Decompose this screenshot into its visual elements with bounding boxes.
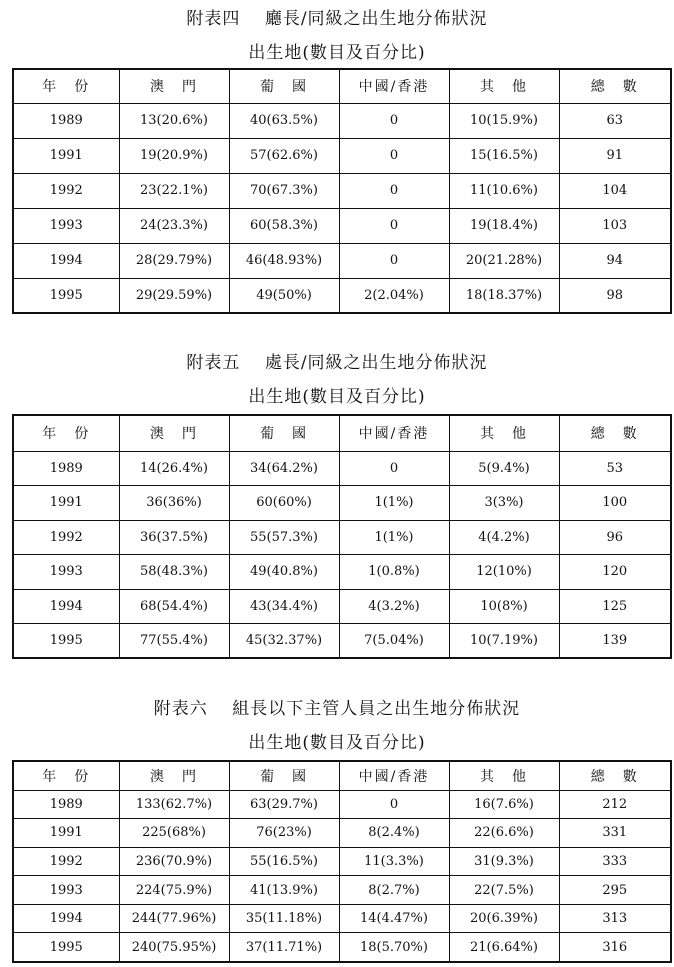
table-cell: 58(48.3%) bbox=[119, 555, 229, 590]
table-cell: 4(4.2%) bbox=[449, 520, 559, 555]
table-cell: 11(10.6%) bbox=[449, 173, 559, 208]
table-cell: 8(2.4%) bbox=[339, 819, 449, 848]
table-cell: 45(32.37%) bbox=[229, 624, 339, 659]
table-cell: 1995 bbox=[13, 278, 119, 313]
table-row bbox=[13, 278, 671, 313]
column-header: 葡 國 bbox=[229, 761, 339, 790]
table-row bbox=[13, 486, 671, 521]
table-cell: 1993 bbox=[13, 208, 119, 243]
table-cell: 1(0.8%) bbox=[339, 555, 449, 590]
table-cell: 0 bbox=[339, 138, 449, 173]
table-cell: 12(10%) bbox=[449, 555, 559, 590]
table-cell: 7(5.04%) bbox=[339, 624, 449, 659]
column-header: 中國/香港 bbox=[339, 415, 449, 451]
header-row bbox=[13, 761, 671, 790]
table-cell: 22(6.6%) bbox=[449, 819, 559, 848]
table-cell: 55(57.3%) bbox=[229, 520, 339, 555]
table-row bbox=[13, 173, 671, 208]
table-cell: 1989 bbox=[13, 790, 119, 819]
column-header: 葡 國 bbox=[229, 69, 339, 103]
table-cell: 331 bbox=[559, 819, 671, 848]
column-header: 中國/香港 bbox=[339, 69, 449, 103]
table-cell: 20(21.28%) bbox=[449, 243, 559, 278]
column-header: 葡 國 bbox=[229, 415, 339, 451]
table-cell: 1995 bbox=[13, 933, 119, 962]
table-cell: 19(18.4%) bbox=[449, 208, 559, 243]
table-cell: 20(6.39%) bbox=[449, 904, 559, 933]
table-cell: 1991 bbox=[13, 819, 119, 848]
table-cell: 14(4.47%) bbox=[339, 904, 449, 933]
table-cell: 240(75.95%) bbox=[119, 933, 229, 962]
table-cell: 1995 bbox=[13, 624, 119, 659]
table-cell: 1991 bbox=[13, 138, 119, 173]
table-cell: 313 bbox=[559, 904, 671, 933]
table-cell: 77(55.4%) bbox=[119, 624, 229, 659]
table-title: 附表五 處長/同級之出生地分佈狀況 bbox=[186, 353, 488, 373]
table-row bbox=[13, 933, 671, 962]
column-header: 澳 門 bbox=[119, 761, 229, 790]
table-cell: 40(63.5%) bbox=[229, 103, 339, 138]
table-cell: 4(3.2%) bbox=[339, 589, 449, 624]
table-cell: 63(29.7%) bbox=[229, 790, 339, 819]
table-cell: 139 bbox=[559, 624, 671, 659]
table-cell: 103 bbox=[559, 208, 671, 243]
table-cell: 23(22.1%) bbox=[119, 173, 229, 208]
table-cell: 0 bbox=[339, 243, 449, 278]
column-header: 總 數 bbox=[559, 69, 671, 103]
table-cell: 36(36%) bbox=[119, 486, 229, 521]
table-cell: 10(7.19%) bbox=[449, 624, 559, 659]
table-row bbox=[13, 520, 671, 555]
table-cell: 36(37.5%) bbox=[119, 520, 229, 555]
table-cell: 14(26.4%) bbox=[119, 451, 229, 486]
table-cell: 55(16.5%) bbox=[229, 847, 339, 876]
table-cell: 76(23%) bbox=[229, 819, 339, 848]
table-title: 附表四 廳長/同級之出生地分佈狀況 bbox=[186, 9, 488, 29]
table-cell: 21(6.64%) bbox=[449, 933, 559, 962]
table-subtitle: 出生地(數目及百分比) bbox=[248, 387, 426, 407]
data-table bbox=[12, 68, 672, 314]
table-cell: 125 bbox=[559, 589, 671, 624]
table-cell: 63 bbox=[559, 103, 671, 138]
table-cell: 41(13.9%) bbox=[229, 876, 339, 905]
table-cell: 1994 bbox=[13, 589, 119, 624]
table-cell: 1992 bbox=[13, 847, 119, 876]
table-row bbox=[13, 208, 671, 243]
table-cell: 212 bbox=[559, 790, 671, 819]
table-cell: 1994 bbox=[13, 243, 119, 278]
table-cell: 16(7.6%) bbox=[449, 790, 559, 819]
table-subtitle: 出生地(數目及百分比) bbox=[248, 43, 426, 63]
column-header: 中國/香港 bbox=[339, 761, 449, 790]
table-cell: 244(77.96%) bbox=[119, 904, 229, 933]
table-cell: 1992 bbox=[13, 520, 119, 555]
table-row bbox=[13, 555, 671, 590]
table-cell: 0 bbox=[339, 103, 449, 138]
column-header: 其 他 bbox=[449, 69, 559, 103]
column-header: 總 數 bbox=[559, 415, 671, 451]
table-row bbox=[13, 451, 671, 486]
table-row bbox=[13, 819, 671, 848]
column-header: 年 份 bbox=[13, 415, 119, 451]
table-cell: 96 bbox=[559, 520, 671, 555]
table-cell: 1989 bbox=[13, 451, 119, 486]
data-table bbox=[12, 414, 672, 659]
column-header: 總 數 bbox=[559, 761, 671, 790]
column-header: 其 他 bbox=[449, 415, 559, 451]
table-cell: 70(67.3%) bbox=[229, 173, 339, 208]
table-cell: 24(23.3%) bbox=[119, 208, 229, 243]
table-row bbox=[13, 624, 671, 659]
table-cell: 19(20.9%) bbox=[119, 138, 229, 173]
table-cell: 18(5.70%) bbox=[339, 933, 449, 962]
table-row bbox=[13, 876, 671, 905]
column-header: 年 份 bbox=[13, 69, 119, 103]
table-cell: 120 bbox=[559, 555, 671, 590]
table-cell: 1992 bbox=[13, 173, 119, 208]
table-cell: 225(68%) bbox=[119, 819, 229, 848]
table-row bbox=[13, 790, 671, 819]
table-row bbox=[13, 138, 671, 173]
table-cell: 1(1%) bbox=[339, 486, 449, 521]
header-row bbox=[13, 415, 671, 451]
table-cell: 1(1%) bbox=[339, 520, 449, 555]
table-row bbox=[13, 103, 671, 138]
table-cell: 35(11.18%) bbox=[229, 904, 339, 933]
table-cell: 46(48.93%) bbox=[229, 243, 339, 278]
table-cell: 1991 bbox=[13, 486, 119, 521]
header-row bbox=[13, 69, 671, 103]
table-cell: 68(54.4%) bbox=[119, 589, 229, 624]
table-cell: 49(50%) bbox=[229, 278, 339, 313]
table-cell: 10(15.9%) bbox=[449, 103, 559, 138]
table-cell: 57(62.6%) bbox=[229, 138, 339, 173]
table-cell: 100 bbox=[559, 486, 671, 521]
table-cell: 98 bbox=[559, 278, 671, 313]
table-cell: 0 bbox=[339, 208, 449, 243]
table-cell: 10(8%) bbox=[449, 589, 559, 624]
column-header: 澳 門 bbox=[119, 69, 229, 103]
table-cell: 34(64.2%) bbox=[229, 451, 339, 486]
table-cell: 2(2.04%) bbox=[339, 278, 449, 313]
table-row bbox=[13, 904, 671, 933]
table-cell: 29(29.59%) bbox=[119, 278, 229, 313]
column-header: 其 他 bbox=[449, 761, 559, 790]
table-cell: 11(3.3%) bbox=[339, 847, 449, 876]
table-cell: 0 bbox=[339, 790, 449, 819]
table-cell: 43(34.4%) bbox=[229, 589, 339, 624]
table-cell: 333 bbox=[559, 847, 671, 876]
table-cell: 18(18.37%) bbox=[449, 278, 559, 313]
table-cell: 60(58.3%) bbox=[229, 208, 339, 243]
table-cell: 94 bbox=[559, 243, 671, 278]
table-row bbox=[13, 589, 671, 624]
table-cell: 8(2.7%) bbox=[339, 876, 449, 905]
table-cell: 28(29.79%) bbox=[119, 243, 229, 278]
table-cell: 0 bbox=[339, 451, 449, 486]
table-cell: 133(62.7%) bbox=[119, 790, 229, 819]
column-header: 澳 門 bbox=[119, 415, 229, 451]
table-cell: 37(11.71%) bbox=[229, 933, 339, 962]
table-row bbox=[13, 847, 671, 876]
table-cell: 15(16.5%) bbox=[449, 138, 559, 173]
table-cell: 1993 bbox=[13, 555, 119, 590]
data-table bbox=[12, 760, 672, 963]
table-subtitle: 出生地(數目及百分比) bbox=[248, 733, 426, 753]
table-cell: 53 bbox=[559, 451, 671, 486]
table-cell: 236(70.9%) bbox=[119, 847, 229, 876]
table-cell: 295 bbox=[559, 876, 671, 905]
table-cell: 13(20.6%) bbox=[119, 103, 229, 138]
table-cell: 3(3%) bbox=[449, 486, 559, 521]
table-cell: 49(40.8%) bbox=[229, 555, 339, 590]
table-cell: 22(7.5%) bbox=[449, 876, 559, 905]
table-cell: 224(75.9%) bbox=[119, 876, 229, 905]
table-cell: 1993 bbox=[13, 876, 119, 905]
table-cell: 104 bbox=[559, 173, 671, 208]
table-cell: 0 bbox=[339, 173, 449, 208]
table-cell: 1989 bbox=[13, 103, 119, 138]
table-title: 附表六 組長以下主管人員之出生地分佈狀況 bbox=[153, 699, 521, 719]
table-cell: 60(60%) bbox=[229, 486, 339, 521]
table-cell: 31(9.3%) bbox=[449, 847, 559, 876]
column-header: 年 份 bbox=[13, 761, 119, 790]
table-cell: 1994 bbox=[13, 904, 119, 933]
table-cell: 5(9.4%) bbox=[449, 451, 559, 486]
table-cell: 91 bbox=[559, 138, 671, 173]
table-row bbox=[13, 243, 671, 278]
table-cell: 316 bbox=[559, 933, 671, 962]
